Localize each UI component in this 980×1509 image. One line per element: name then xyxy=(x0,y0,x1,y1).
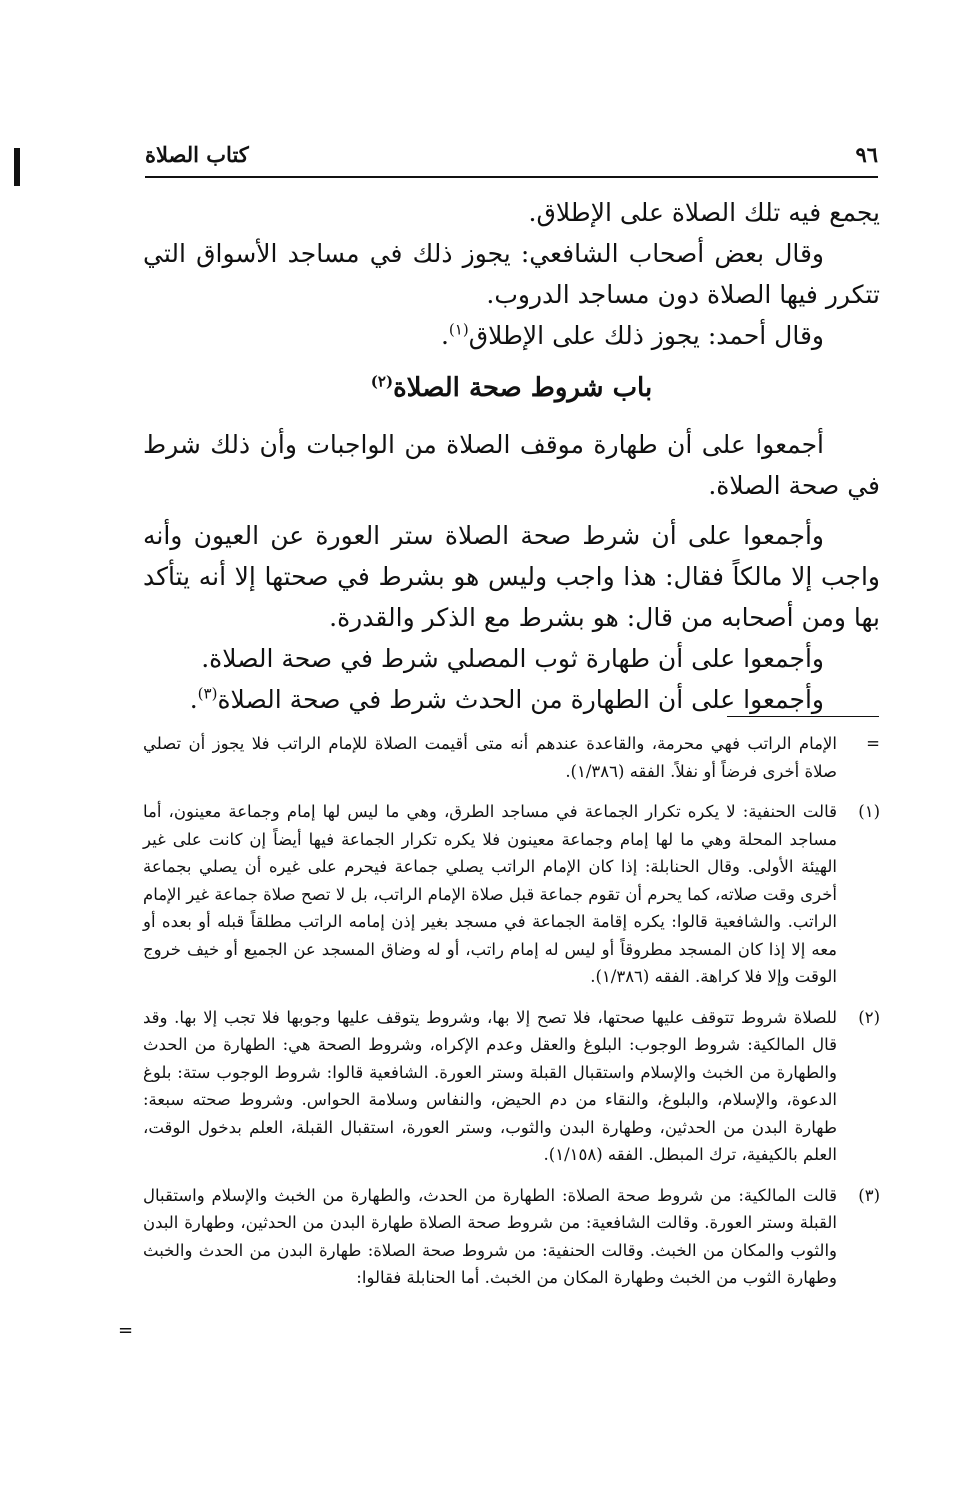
footnote-marker: (١) xyxy=(858,802,880,821)
section-heading xyxy=(143,368,880,408)
footnote-ref-2: (٢) xyxy=(370,372,394,391)
footnote-text: قالت المالكية: من شروط صحة الصلاة: الطهارة من الحدث، والطهارة من الخبث والإسلام واستقبال القبلة وستر العورة. وقالت الشافعية: من شروط صحة الصلاة طهارة البدن من الحدثين، وطهارة البدن والثوب والمكان من الخبث. وقالت الحنفية: من شروط صحة الصلاة: طهارة البدن من الحدث والخبث وطهارة الثوب من الخبث وطهارة المكان من الخبث. أما الحنابلة فقالوا: xyxy=(143,1185,837,1287)
page-edge-mark xyxy=(14,148,20,186)
footnote-text: الإمام الراتب فهي محرمة، والقاعدة عندهم أنه متى أقيمت الصلاة للإمام الراتب فلا يجوز أن تصلي صلاة أخرى فرضاً أو نفلاً. الفقه (١/٣٨٦). xyxy=(143,734,837,781)
footnote-2 xyxy=(143,1004,880,1169)
footnote-marker: (٢) xyxy=(858,1007,880,1027)
footnote-3 xyxy=(143,1182,880,1292)
section-heading-text: باب شروط صحة الصلاة xyxy=(393,373,653,403)
continuation-mark: = xyxy=(118,1320,134,1341)
main-line-3-text: وقال أحمد: يجوز ذلك على الإطلاق xyxy=(468,321,824,350)
paragraph-4-text: وأجمعوا على أن الطهارة من الحدث شرط في صحة الصلاة xyxy=(217,685,824,714)
paragraph-1: أجمعوا على أن طهارة موقف الصلاة من الواجبات وأن ذلك شرط في صحة الصلاة. xyxy=(143,430,880,500)
paragraph-4-period: . xyxy=(189,685,198,714)
footnote-text: قالت الحنفية: لا يكره تكرار الجماعة في مساجد الطرق، وهي ما ليس لها إمام وجماعة معينون، أما مساجد المحلة وهي ما لها إمام وجماعة معينون فلا يكره تكرار الجماعة فيها أيضاً إن كانت على غير الهيئة الأولى. وقال الحنابلة: إذا كان الإمام الراتب يصلي جماعة فيحرم على غيره أن يصلي بجماعة أخرى وقت صلاته، كما يحرم أن تقوم جماعة قبل صلاة الإمام الراتب، بل لا تصح صلاة جماعة غير الإمام الراتب. والشافعية قالوا: يكره إقامة الجماعة في مسجد بغير إذن إمامه الراتب مطلقاً قبله أو بعده أو معه إلا إذا كان المسجد مطروقاً أو ليس له إمام راتب، أو له وضاق المسجد عن الجميع أو خيف خروج الوقت وإلا فلا كراهة. الفقه (١/٣٨٦). xyxy=(143,802,837,986)
footnotes xyxy=(143,730,880,1305)
footnote-ref-3: (٣) xyxy=(197,684,218,703)
main-line-3-period: . xyxy=(440,321,449,350)
footnote-marker: (٣) xyxy=(858,1185,880,1205)
footnote-1 xyxy=(143,798,880,991)
paragraph-3: وأجمعوا على أن طهارة ثوب المصلي شرط في صحة الصلاة. xyxy=(201,644,824,673)
footnote-divider xyxy=(727,716,879,717)
page-number: ٩٦ xyxy=(855,142,878,167)
main-line-3 xyxy=(143,315,880,356)
page-header xyxy=(145,140,878,178)
paragraph-2: وأجمعوا على أن شرط صحة الصلاة ستر العورة عن العيون وأنه واجب إلا مالكاً فقال: هذا واجب وليس هو بشرط في صحتها إلا أنه يتأكد بها ومن أصحابه من قال: هو بشرط مع الذكر والقدرة. xyxy=(143,521,880,632)
main-text xyxy=(143,192,880,720)
footnote-text: للصلاة شروط تتوقف عليها صحتها، فلا تصح إلا بها، وشروط يتوقف عليها وجوبها فلا تجب إلا بها. وقد قال المالكية: شروط الوجوب: البلوغ والعقل وعدم الإكراه، وشروط الصحة هي: الطهارة من الحدث والطهارة من الخبث والإسلام واستقبال القبلة وستر العورة. الشافعية قالوا: شروط الوجوب ستة: بلوغ الدعوة، والإسلام، والبلوغ، والنقاء من دم الحيض، والنفاس وسلامة الحواس. وشروط صحته سبعة: طهارة البدن من الحدثين، وطهارة البدن والثوب، وستر العورة، استقبال القبلة، العلم بدخول الوقت، العلم بالكيفية، ترك المبطل. الفقه (١/١٥٨). xyxy=(143,1007,837,1164)
main-line-1: يجمع فيه تلك الصلاة على الإطلاق. xyxy=(528,198,880,227)
main-line-2 xyxy=(143,233,880,315)
footnote-ref-1: (١) xyxy=(448,320,469,339)
footnote-marker: = xyxy=(866,734,880,753)
running-title: كتاب الصلاة xyxy=(145,142,249,167)
footnote-continued xyxy=(143,730,880,785)
paragraph-4 xyxy=(143,679,880,720)
main-line-2-text: وقال بعض أصحاب الشافعي: يجوز ذلك في مساجد الأسواق التي تتكرر فيها الصلاة دون مساجد الدروب. xyxy=(143,239,880,309)
